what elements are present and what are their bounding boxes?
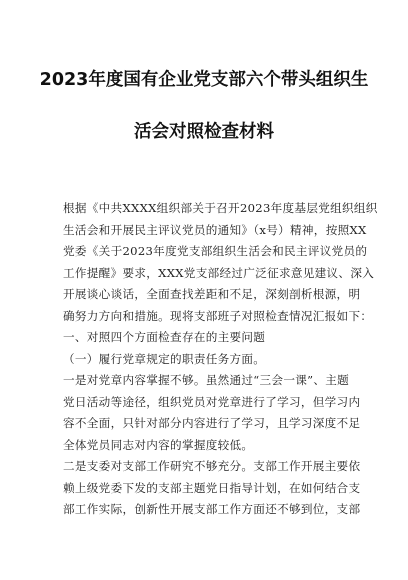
body-line: 部工作实际，创新性开展支部工作方面还不够到位，支部 (63, 502, 361, 516)
section-heading: 一、对照四个方面检查存在的主要问题 (63, 330, 266, 344)
body-line: 工作提醒》要求，XXX党支部经过广泛征求意见建议、深入 (63, 265, 375, 280)
body-line: 全体党员同志对内容的掌握度较低。 (63, 437, 254, 452)
body-line: 容不全面，只针对部分内容进行了学习，且学习深度不足 (63, 416, 361, 430)
body-line: 生活会和开展民主评议党员的通知》（x号）精神，按照XX (63, 222, 367, 237)
body-line: 党日活动等途径，组织党员对党章进行了学习，但学习内 (63, 394, 361, 409)
document-title-line-1: 2023年度国有企业党支部六个带头组织生 (39, 70, 369, 90)
body-line: 二是支委对支部工作研究不够充分。支部工作开展主要依 (63, 459, 361, 473)
document-body (63, 198, 378, 521)
body-line: 开展谈心谈话，全面查找差距和不足，深刻剖析根源，明 (63, 287, 361, 301)
body-line: 党委《关于2023年度党支部组织生活会和民主评议党员的 (63, 244, 368, 258)
body-line: 确努力方向和措施。现将支部班子对照检查情况汇报如下： (63, 308, 373, 323)
body-line: 根据《中共XXXX组织部关于召开2023年度基层党组织组织 (63, 201, 378, 215)
body-line: 一是对党章内容掌握不够。虽然通过“三会一课”、主题 (63, 373, 350, 387)
subsection-heading: （一）履行党章规定的职责任务方面。 (63, 351, 266, 366)
document-title-line-2: 活会对照检查材料 (134, 122, 274, 142)
body-line: 赖上级党委下发的支部主题党日指导计划，在如何结合支 (63, 480, 361, 495)
